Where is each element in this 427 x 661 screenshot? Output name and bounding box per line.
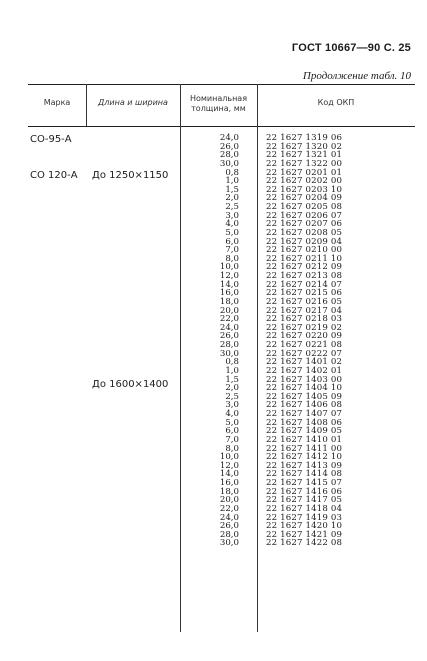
okp-code-value: 22 1627 1321 01	[266, 150, 343, 161]
thickness-value: 2,0	[225, 193, 239, 204]
thickness-value: 3,0	[225, 400, 239, 411]
thickness-value: 22,0	[219, 314, 239, 325]
okp-code-value: 22 1627 0222 07	[266, 348, 343, 359]
okp-code-value: 22 1627 0216 05	[266, 296, 343, 307]
okp-code-value: 22 1627 1406 08	[266, 400, 343, 411]
okp-code-value: 22 1627 1418 04	[266, 503, 343, 514]
okp-code-value: 22 1627 0214 07	[266, 279, 343, 290]
thickness-value: 28,0	[219, 150, 239, 161]
okp-code-value: 22 1627 1322 00	[266, 158, 343, 169]
thickness-value: 14,0	[219, 469, 239, 480]
thickness-value: 6,0	[225, 426, 239, 437]
okp-code-value: 22 1627 1412 10	[266, 452, 343, 463]
thickness-value: 26,0	[219, 141, 239, 152]
thickness-value: 5,0	[225, 227, 239, 238]
okp-code-value: 22 1627 1404 10	[266, 383, 343, 394]
page-header: ГОСТ 10667—90 С. 25	[291, 42, 411, 54]
okp-code-value: 22 1627 0215 06	[266, 288, 343, 299]
okp-code-value: 22 1627 0205 08	[266, 202, 343, 212]
thickness-value: 14,0	[219, 279, 239, 290]
thickness-value: 10,0	[219, 262, 239, 273]
okp-code-value: 22 1627 1417 05	[266, 495, 343, 506]
okp-code-value: 22 1627 0208 05	[266, 227, 343, 238]
okp-code-value: 22 1627 1403 00	[266, 374, 343, 385]
okp-code-value: 22 1627 1415 07	[266, 478, 343, 488]
thickness-value: 18,0	[219, 296, 239, 307]
okp-code-value: 22 1627 1407 07	[266, 409, 343, 419]
okp-code-value: 22 1627 1411 00	[266, 443, 343, 454]
size-cell-1: До 1250×1150	[92, 170, 169, 181]
thickness-value: 8,0	[225, 253, 239, 264]
okp-code-value: 22 1627 1320 02	[266, 141, 343, 152]
table-row	[180, 539, 415, 548]
thickness-value: 12,0	[219, 271, 239, 281]
okp-code-value: 22 1627 1405 09	[266, 391, 343, 402]
thickness-value: 1,5	[225, 374, 239, 385]
okp-code-value: 22 1627 1401 02	[266, 357, 343, 368]
okp-code-value: 22 1627 1402 01	[266, 365, 343, 376]
okp-code-value: 22 1627 0218 03	[266, 314, 343, 325]
thickness-value: 1,5	[225, 184, 239, 195]
column-header-marka: Марка	[43, 98, 71, 107]
okp-code-value: 22 1627 1414 08	[266, 469, 343, 480]
thickness-value: 8,0	[225, 443, 239, 454]
table-header-rule	[28, 126, 415, 127]
okp-code-value: 22 1627 0209 04	[266, 236, 343, 247]
okp-code-value: 22 1627 0202 00	[266, 176, 343, 187]
thickness-value: 30,0	[219, 158, 239, 169]
thickness-value: 0,8	[225, 167, 239, 178]
thickness-value: 20,0	[219, 495, 239, 506]
thickness-value: 2,5	[225, 391, 239, 402]
column-header-size: Длина и ширина	[98, 98, 168, 107]
thickness-value: 7,0	[225, 434, 239, 445]
okp-code-value: 22 1627 1409 05	[266, 426, 343, 437]
thickness-value: 1,0	[225, 176, 239, 187]
okp-code-value: 22 1627 0206 07	[266, 210, 343, 221]
thickness-value: 16,0	[219, 478, 239, 488]
okp-code-value: 22 1627 1419 03	[266, 512, 343, 523]
thickness-value: 20,0	[219, 305, 239, 316]
thickness-value: 24,0	[219, 512, 239, 523]
thickness-value: 0,8	[225, 357, 239, 368]
okp-code-value: 22 1627 1420 10	[266, 521, 343, 532]
okp-code-value: 22 1627 0221 08	[266, 340, 343, 350]
okp-code-value: 22 1627 0210 00	[266, 245, 343, 256]
okp-code-value: 22 1627 1416 06	[266, 486, 343, 497]
thickness-value: 30,0	[219, 538, 239, 549]
thickness-value: 24,0	[219, 133, 239, 143]
thickness-value: 30,0	[219, 348, 239, 359]
okp-code-value: 22 1627 1408 06	[266, 417, 343, 428]
column-header-thickness: Номинальная толщина, мм	[189, 94, 248, 113]
okp-code-value: 22 1627 1319 06	[266, 133, 343, 143]
thickness-value: 3,0	[225, 210, 239, 221]
thickness-value: 5,0	[225, 417, 239, 428]
thickness-value: 4,0	[225, 409, 239, 419]
thickness-value: 28,0	[219, 340, 239, 350]
table-continuation-label: Продолжение табл. 10	[302, 70, 411, 82]
okp-code-value: 22 1627 1421 09	[266, 529, 343, 540]
okp-code-value: 22 1627 0213 08	[266, 271, 343, 281]
thickness-value: 2,5	[225, 202, 239, 212]
okp-code-value: 22 1627 0220 09	[266, 331, 343, 342]
thickness-value: 18,0	[219, 486, 239, 497]
okp-code-value: 22 1627 1422 08	[266, 538, 343, 549]
column-header-okp-code: Код ОКП	[317, 98, 355, 107]
okp-code-value: 22 1627 0217 04	[266, 305, 343, 316]
okp-code-value: 22 1627 0203 10	[266, 184, 343, 195]
okp-code-value: 22 1627 0211 10	[266, 253, 343, 264]
okp-code-value: 22 1627 1410 01	[266, 434, 343, 445]
okp-code-value: 22 1627 0204 09	[266, 193, 343, 204]
okp-code-value: 22 1627 0201 01	[266, 167, 343, 178]
thickness-value: 1,0	[225, 365, 239, 376]
okp-code-value: 22 1627 1413 09	[266, 460, 343, 471]
thickness-value: 4,0	[225, 219, 239, 230]
thickness-value: 24,0	[219, 322, 239, 333]
thickness-value: 12,0	[219, 460, 239, 471]
thickness-value: 26,0	[219, 331, 239, 342]
size-cell-2: До 1600×1400	[92, 379, 169, 390]
thickness-value: 7,0	[225, 245, 239, 256]
okp-code-value: 22 1627 0219 02	[266, 322, 343, 333]
okp-code-value: 22 1627 0207 06	[266, 219, 343, 230]
thickness-value: 6,0	[225, 236, 239, 247]
table-body	[180, 134, 415, 548]
okp-code-value: 22 1627 0212 09	[266, 262, 343, 273]
grade-cell-1: СО-95-А	[30, 134, 72, 145]
thickness-value: 28,0	[219, 529, 239, 540]
thickness-value: 26,0	[219, 521, 239, 532]
grade-cell-2: СО 120-А	[30, 170, 78, 181]
thickness-value: 2,0	[225, 383, 239, 394]
thickness-value: 16,0	[219, 288, 239, 299]
thickness-value: 22,0	[219, 503, 239, 514]
thickness-value: 10,0	[219, 452, 239, 463]
